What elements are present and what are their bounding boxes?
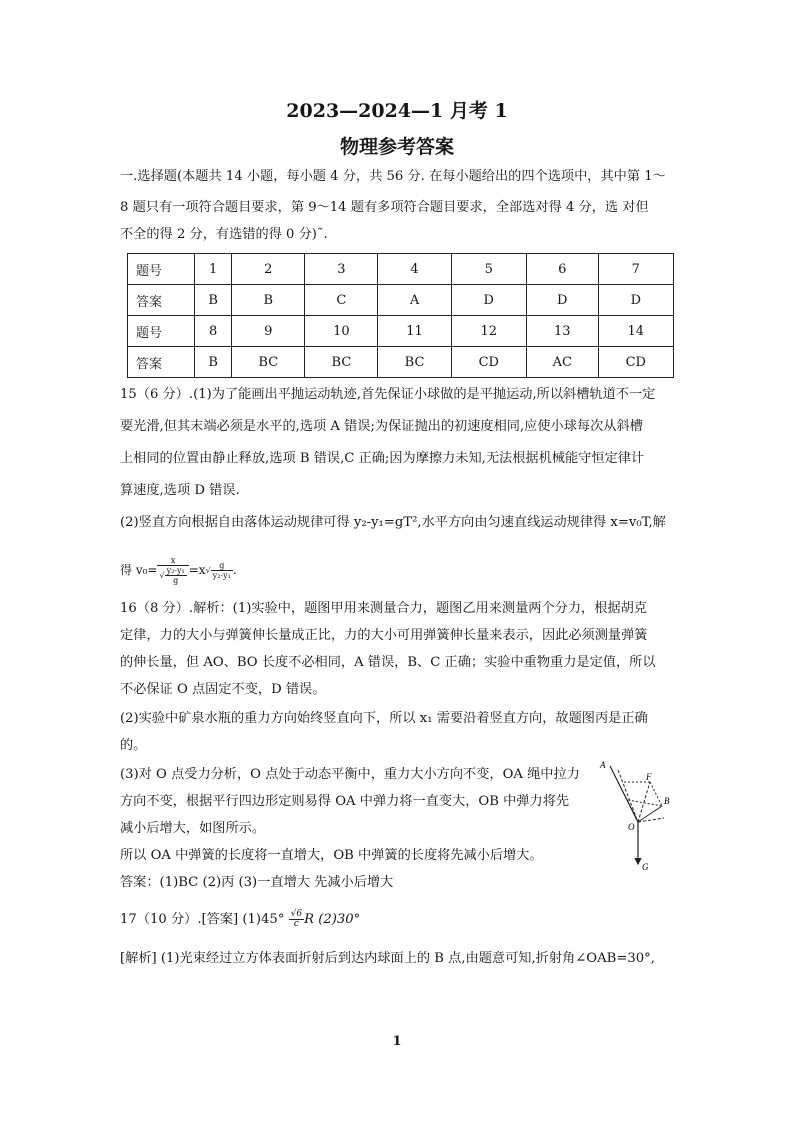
table-cell: 答案 xyxy=(128,285,195,316)
table-cell: 10 xyxy=(305,316,378,347)
formula-prefix: 得 v₀= xyxy=(120,563,158,577)
table-row xyxy=(128,316,674,347)
inner-numerator: y₂-y₁ xyxy=(166,566,185,575)
formula-fraction-2 xyxy=(211,561,233,580)
q16-line: (2)实验中矿泉水瓶的重力方向始终竖直向下，所以 x₁ 需要沿着竖直方向，故题图丙是正确 xyxy=(120,711,648,726)
table-cell: 11 xyxy=(378,316,451,347)
table-row xyxy=(128,285,674,316)
table-cell: 13 xyxy=(526,316,598,347)
q17-analysis: [解析] (1)光束经过立方体表面折射后到达内球面上的 B 点,由题意可知,折射角∠OAB=30°, xyxy=(120,951,655,966)
q17-prefix: 17（10 分）.[答案] (1)45° xyxy=(120,912,285,927)
page-title: 2023—2024—1 月考 1 xyxy=(286,100,508,122)
section1-line: 不全的得 2 分，有选错的得 0 分)˜. xyxy=(120,227,328,242)
table-cell: D xyxy=(451,285,526,316)
fraction-denominator: y₂-y₁ xyxy=(212,571,231,580)
table-row xyxy=(128,254,674,285)
table-cell: A xyxy=(378,285,451,316)
table-cell: B xyxy=(232,285,305,316)
q17-fraction xyxy=(289,910,304,929)
parallelogram-mid xyxy=(628,800,662,806)
page-subtitle: 物理参考答案 xyxy=(339,136,454,158)
table-cell: 14 xyxy=(598,316,673,347)
q17-mid: R (2)30° xyxy=(304,912,361,927)
table-cell: 3 xyxy=(305,254,378,285)
label-a: A xyxy=(600,760,606,770)
fraction-denominator: c xyxy=(293,919,299,929)
table-row xyxy=(128,347,674,378)
table-cell: BC xyxy=(305,347,378,378)
label-f: F xyxy=(646,772,652,782)
q16-answer: 答案：(1)BC (2)丙 (3)一直增大 先减小后增大 xyxy=(120,875,394,890)
table-cell: 8 xyxy=(195,316,232,347)
q16-line: 不必保证 O 点固定不变，D 错误。 xyxy=(120,682,326,697)
fraction-numerator: x xyxy=(157,556,188,566)
sqrt-icon: √ xyxy=(205,565,211,575)
q15-formula xyxy=(120,556,237,585)
table-cell: 1 xyxy=(195,254,232,285)
table-cell: 题号 xyxy=(128,254,195,285)
q16-line: 定律，力的大小与弹簧伸长量成正比，力的大小可用弹簧伸长量来表示，因此必须测量弹簧 xyxy=(120,628,648,643)
inner-fraction xyxy=(165,566,187,585)
table-cell: D xyxy=(598,285,673,316)
label-g: G xyxy=(642,862,649,872)
table-cell: 答案 xyxy=(128,347,195,378)
table-cell: 4 xyxy=(378,254,451,285)
table-cell: B xyxy=(195,347,232,378)
q16-line: 减小后增大，如图所示。 xyxy=(120,821,266,836)
table-cell: AC xyxy=(526,347,598,378)
table-cell: CD xyxy=(598,347,673,378)
inner-denominator: g xyxy=(173,576,179,585)
table-cell: D xyxy=(526,285,598,316)
q17-header xyxy=(120,910,360,929)
q16-line: 的伸长量，但 AO、BO 长度不必相同，A 错误，B、C 正确；实验中重物重力是定值，所以 xyxy=(120,655,656,670)
label-o: O xyxy=(628,822,635,832)
answer-table xyxy=(127,253,674,378)
q15-line: 上相同的位置由静止释放,选项 B 错误,C 正确;因为摩擦力未知,无法根据机械能守恒定律计 xyxy=(120,451,645,466)
oa-rope-line xyxy=(610,766,638,822)
table-cell: C xyxy=(305,285,378,316)
q15-line: 算速度,选项 D 错误. xyxy=(120,483,240,498)
fraction-numerator: √6 xyxy=(290,909,303,919)
table-cell: B xyxy=(195,285,232,316)
q16-line: 所以 OA 中弹簧的长度将一直增大，OB 中弹簧的长度将先减小后增大。 xyxy=(120,848,543,863)
table-cell: 7 xyxy=(598,254,673,285)
table-cell: 5 xyxy=(451,254,526,285)
section1-line: 8 题只有一项符合题目要求，第 9～14 题有多项符合题目要求，全部选对得 4 分，选 对但 xyxy=(120,200,649,215)
fraction-numerator: g xyxy=(211,561,233,571)
table-cell: BC xyxy=(232,347,305,378)
q15-line: (2)竖直方向根据自由落体运动规律可得 y₂-y₁=gT²,水平方向由匀速直线运动规律得 x=v₀T,解 xyxy=(120,515,666,530)
parallelogram-side xyxy=(650,782,662,806)
q15-line: 15（6 分）.(1)为了能画出平抛运动轨迹,首先保证小球做的是平抛运动,所以斜槽轨道不一定 xyxy=(120,387,656,402)
page-number: 1 xyxy=(392,1034,402,1049)
fraction-denominator xyxy=(157,566,188,585)
q16-line: 的。 xyxy=(120,738,147,753)
sqrt-icon: √ xyxy=(159,571,165,580)
formula-suffix: . xyxy=(232,563,237,577)
q16-line: 16（8 分）.解析：(1)实验中，题图甲用来测量合力，题图乙用来测量两个分力，根据胡克 xyxy=(120,601,647,616)
resultant-dashed xyxy=(638,782,650,822)
q16-line: 方向不变，根据平行四边形定则易得 OA 中弹力将一直变大，OB 中弹力将先 xyxy=(120,794,570,809)
table-cell: 2 xyxy=(232,254,305,285)
formula-fraction-1 xyxy=(157,556,188,585)
ob-line xyxy=(638,806,662,822)
formula-mid: =x xyxy=(188,563,206,577)
q16-line: (3)对 O 点受力分析，O 点处于动态平衡中，重力大小方向不变，OA 绳中拉力 xyxy=(120,767,580,782)
table-cell: 9 xyxy=(232,316,305,347)
force-diagram xyxy=(598,760,678,872)
section1-line: 一.选择题(本题共 14 小题，每小题 4 分，共 56 分. 在每小题给出的四个选项中，其中第 1～ xyxy=(120,169,666,184)
table-cell: 12 xyxy=(451,316,526,347)
table-cell: CD xyxy=(451,347,526,378)
q15-line: 要光滑,但其末端必须是水平的,选项 A 错误;为保证抛出的初速度相同,应使小球每次从斜槽 xyxy=(120,419,643,434)
label-b: B xyxy=(664,796,670,806)
table-cell: 题号 xyxy=(128,316,195,347)
table-cell: 6 xyxy=(526,254,598,285)
table-cell: BC xyxy=(378,347,451,378)
oa-dashed-line xyxy=(618,770,638,822)
